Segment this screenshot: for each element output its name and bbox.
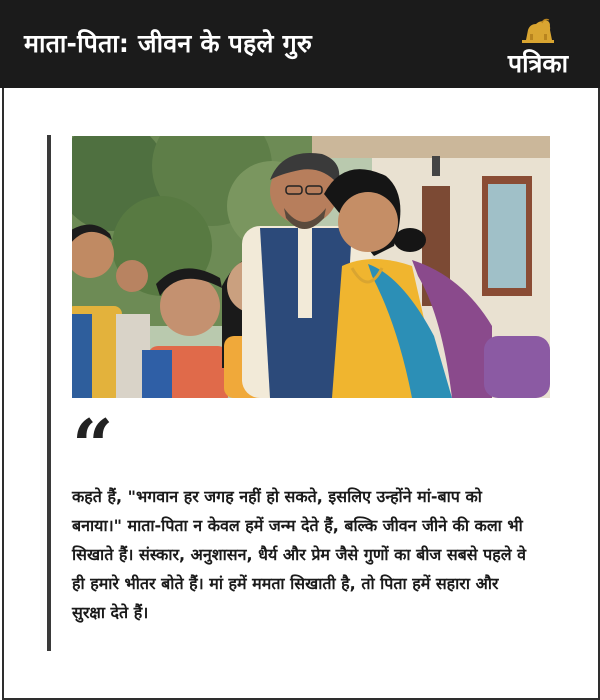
brand-logo[interactable] [488, 10, 588, 82]
quote-mark-icon: “ [72, 403, 114, 488]
page-title: माता-पिता: जीवन के पहले गुरु [24, 29, 312, 58]
quote-text: कहते हैं, "भगवान हर जगह नहीं हो सकते, इसलिए उन्होंने मां-बाप को बनाया।" माता-पिता न केवल हमें जन्म देते हैं, बल्कि जीवन जीने की कला भी सिखाते हैं। संस्कार, अनुशासन, धैर्य और प्रेम जैसे गुणों का बीज सबसे पहले वे ही हमारे भीतर बोते हैं। मां हमें ममता सिखाती है, तो पिता हमें सहारा और सुरक्षा देते हैं। [72, 487, 527, 622]
parents-with-children-illustration [72, 136, 550, 398]
hero-photo [72, 136, 550, 398]
brand-name: पत्रिका [507, 49, 569, 78]
lion-emblem-icon [518, 14, 558, 44]
quote-accent-rule [47, 135, 51, 651]
header-bar [0, 0, 600, 88]
